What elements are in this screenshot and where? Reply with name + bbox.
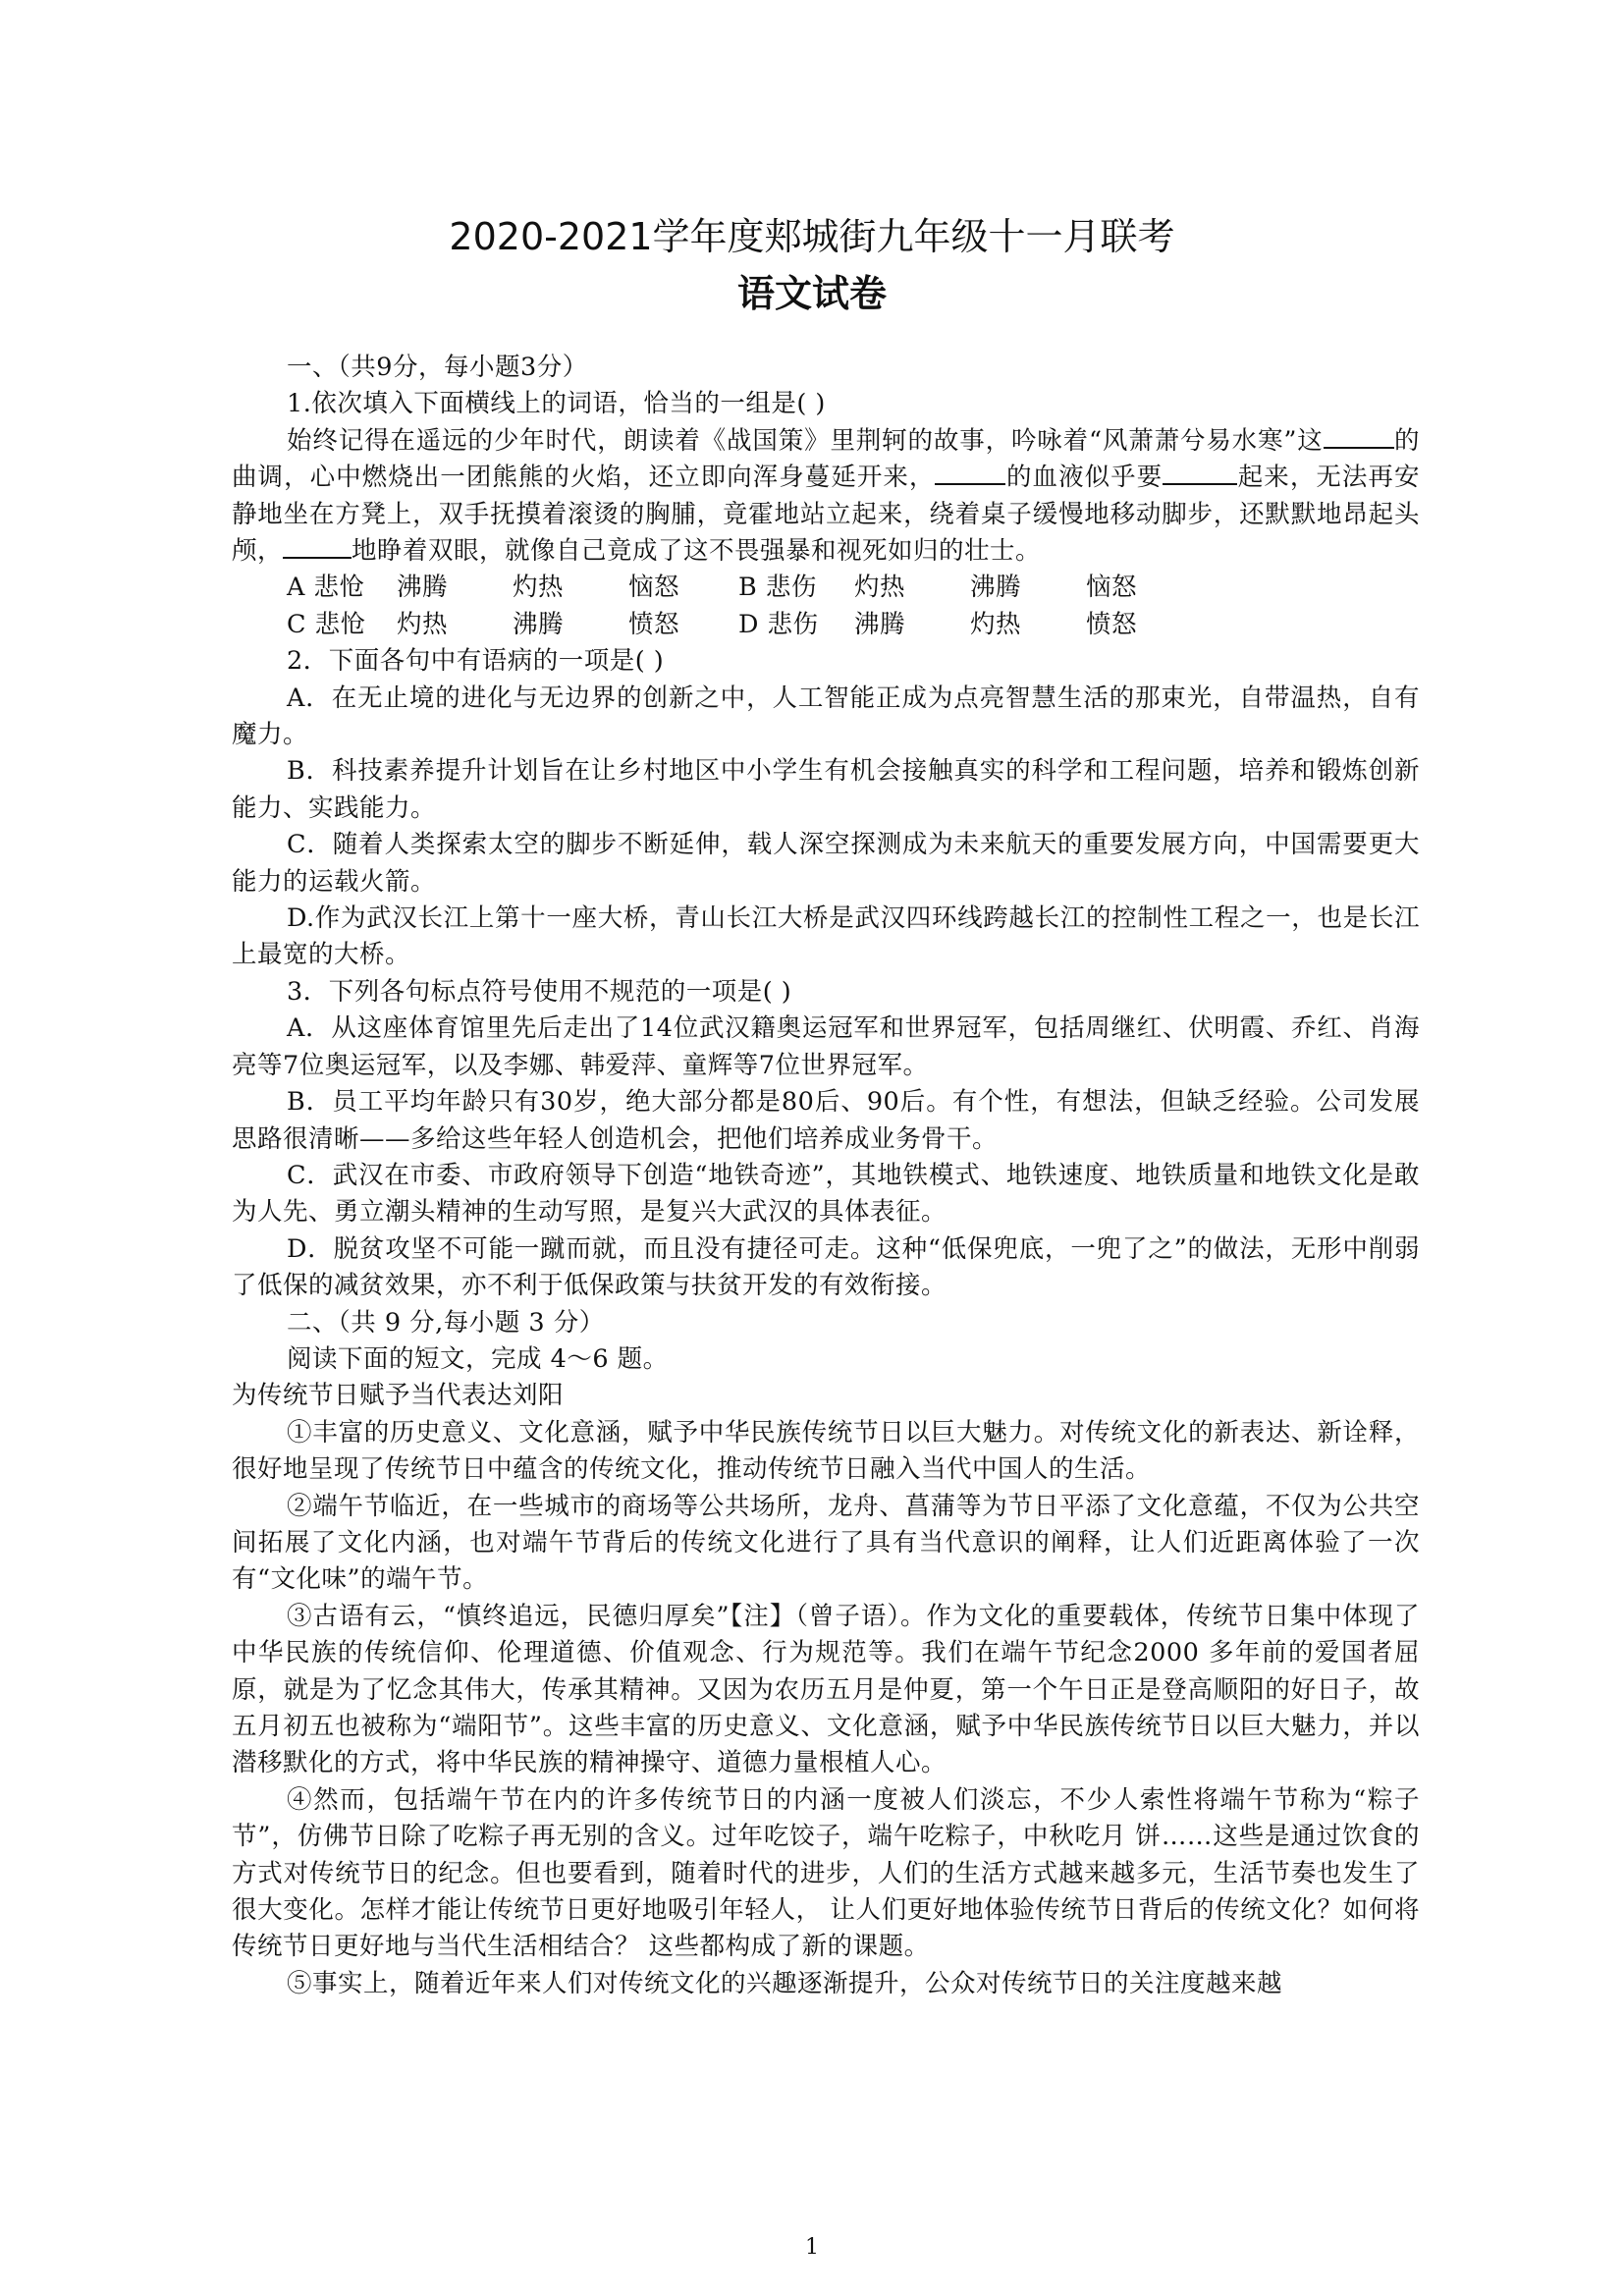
q3-option-b: B．员工平均年龄只有30岁，绝大部分都是80后、90后。有个性，有想法，但缺乏经验。公司发展思路很清晰——多给这些年轻人创造机会，把他们培养成业务骨干。: [232, 1087, 1420, 1154]
q1-stem: 1.依次填入下面横线上的词语，恰当的一组是( ): [287, 389, 826, 419]
option-a-word2: 沸腾: [397, 573, 449, 603]
option-a-word3: 灼热: [513, 573, 565, 603]
answer-blank-2: [935, 462, 1005, 485]
option-b-word1: B 悲伤: [738, 573, 817, 603]
article-paragraph-2: ②端午节临近，在一些城市的商场等公共场所，龙舟、菖蒲等为节日平添了文化意蕴，不仅为公共空间拓展了文化内涵，也对端午节背后的传统文化进行了具有当代意识的阐释，让人们近距离体验了一次有“文化味”的端午节。: [232, 1491, 1420, 1595]
page-number: 1: [805, 2235, 819, 2260]
q2-option-c: C．随着人类探索太空的脚步不断延伸，载人深空探测成为未来航天的重要发展方向，中国需要更大能力的运载火箭。: [232, 830, 1420, 897]
q2-stem: 2．下面各句中有语病的一项是( ): [287, 646, 665, 677]
option-c-word2: 灼热: [397, 609, 449, 639]
article-paragraph-3: ③古语有云，“慎终追远，民德归厚矣”【注】（曾子语）。作为文化的重要载体，传统节日集中体现了中华民族的传统信仰、伦理道德、价值观念、行为规范等。我们在端午节纪念2000 多年前的爱国者屈原，就是为了忆念其伟大，传承其精神。又因为农历五月是仲夏，第一个午日正是登高顺阳的好日子，故五月初五也被称为“端阳节”。这些丰富的历史意义、文化意涵，赋予中华民族传统节日以巨大魅力，并以潜移默化的方式，将中华民族的精神操守、道德力量根植人心。: [232, 1601, 1420, 1778]
article-paragraph-5: ⑤事实上，随着近年来人们对传统文化的兴趣逐渐提升，公众对传统节日的关注度越来越: [287, 1968, 1283, 1998]
q3-stem: 3．下列各句标点符号使用不规范的一项是( ): [287, 976, 792, 1007]
option-b-word3: 沸腾: [970, 573, 1022, 603]
section2-instruction: 阅读下面的短文，完成 4～6 题。: [287, 1343, 669, 1374]
article-title: 为传统节日赋予当代表达刘阳: [232, 1381, 565, 1411]
q1-options-row: [287, 607, 1420, 643]
answer-blank-4: [283, 535, 352, 559]
article-paragraph-4: ④然而，包括端午节在内的许多传统节日的内涵一度被人们淡忘，不少人索性将端午节称为“粽子节”，仿佛节日除了吃粽子再无别的含义。过年吃饺子，端午吃粽子，中秋吃月 饼……这些是通过饮食的方式对传统节日的纪念。但也要看到，随着时代的进步，人们的生活方式越来越多元，生活节奏也发生了很大变化。怎样才能让传统节日更好地吸引年轻人， 让人们更好地体验传统节日背后的传统文化？如何将传统节日更好地与当代生活相结合？ 这些都构成了新的课题。: [232, 1784, 1420, 1962]
answer-blank-3: [1163, 462, 1237, 485]
option-c-word4: 愤怒: [628, 609, 680, 639]
q3-option-a: A．从这座体育馆里先后走出了14位武汉籍奥运冠军和世界冠军，包括周继红、伏明霞、乔红、肖海亮等7位奥运冠军，以及李娜、韩爱萍、童辉等7位世界冠军。: [232, 1013, 1420, 1080]
exam-body: [232, 350, 1420, 2002]
exam-subtitle: 语文试卷: [736, 272, 887, 315]
q1-options-row: [287, 570, 1420, 606]
option-a-word1: A 悲怆: [287, 573, 365, 603]
option-d-word3: 灼热: [970, 609, 1022, 639]
article-paragraph-1: ①丰富的历史意义、文化意涵，赋予中华民族传统节日以巨大魅力。对传统文化的新表达、新诠释，很好地呈现了传统节日中蕴含的传统文化，推动传统节日融入当代中国人的生活。: [232, 1417, 1420, 1485]
section2-heading: 二、（共 9 分,每小题 3 分）: [287, 1307, 605, 1338]
q1-passage-part1: 始终记得在遥远的少年时代，朗读着《战国策》里荆轲的故事，吟咏着“风萧萧兮易水寒”这: [287, 425, 1324, 456]
q1-passage-part3: 的血液似乎要: [1005, 463, 1164, 493]
q1-passage-part4: 起来，无法再安静地坐在方凳上，双手抚摸着滚烫的胸脯，竟霍地站立起来，绕着桌子缓慢地移动脚步，还默默地昂起头颅，: [232, 463, 1420, 567]
q1-options: [232, 570, 1420, 643]
answer-blank-1: [1324, 425, 1394, 449]
q1-passage-part5: 地睁着双眼，就像自己竟成了这不畏强暴和视死如归的壮士。: [352, 536, 1042, 567]
q3-option-d: D．脱贫攻坚不可能一蹴而就，而且没有捷径可走。这种“低保兜底，一兜了之”的做法，无形中削弱了低保的减贫效果，亦不利于低保政策与扶贫开发的有效衔接。: [232, 1233, 1420, 1301]
option-c-word3: 沸腾: [513, 609, 565, 639]
option-b-word4: 恼怒: [1086, 573, 1138, 603]
exam-title: 2020-2021学年度郏城街九年级十一月联考: [449, 215, 1175, 258]
option-d-word4: 愤怒: [1086, 609, 1138, 639]
q2-option-a: A．在无止境的进化与无边界的创新之中，人工智能正成为点亮智慧生活的那束光，自带温热，自有魔力。: [232, 683, 1420, 750]
option-b-word2: 灼热: [854, 573, 906, 603]
q1-passage-part2: 的 曲调，心中燃烧出一团熊熊的火焰，还立即向浑身蔓延开来，: [232, 425, 1420, 493]
option-d-word2: 沸腾: [854, 609, 906, 639]
section1-heading: 一、（共9分，每小题3分）: [287, 353, 588, 382]
option-c-word1: C 悲怆: [287, 609, 366, 639]
q2-option-b: B．科技素养提升计划旨在让乡村地区中小学生有机会接触真实的科学和工程问题，培养和锻炼创新能力、实践能力。: [232, 756, 1420, 823]
q1-passage: [232, 423, 1420, 571]
q2-option-d: D.作为武汉长江上第十一座大桥，青山长江大桥是武汉四环线跨越长江的控制性工程之一，也是长江上最宽的大桥。: [232, 903, 1420, 970]
option-d-word1: D 悲伤: [738, 609, 819, 639]
q3-option-c: C．武汉在市委、市政府领导下创造“地铁奇迹”，其地铁模式、地铁速度、地铁质量和地铁文化是敢为人先、勇立潮头精神的生动写照，是复兴大武汉的具体表征。: [232, 1160, 1420, 1228]
option-a-word4: 恼怒: [628, 573, 680, 603]
